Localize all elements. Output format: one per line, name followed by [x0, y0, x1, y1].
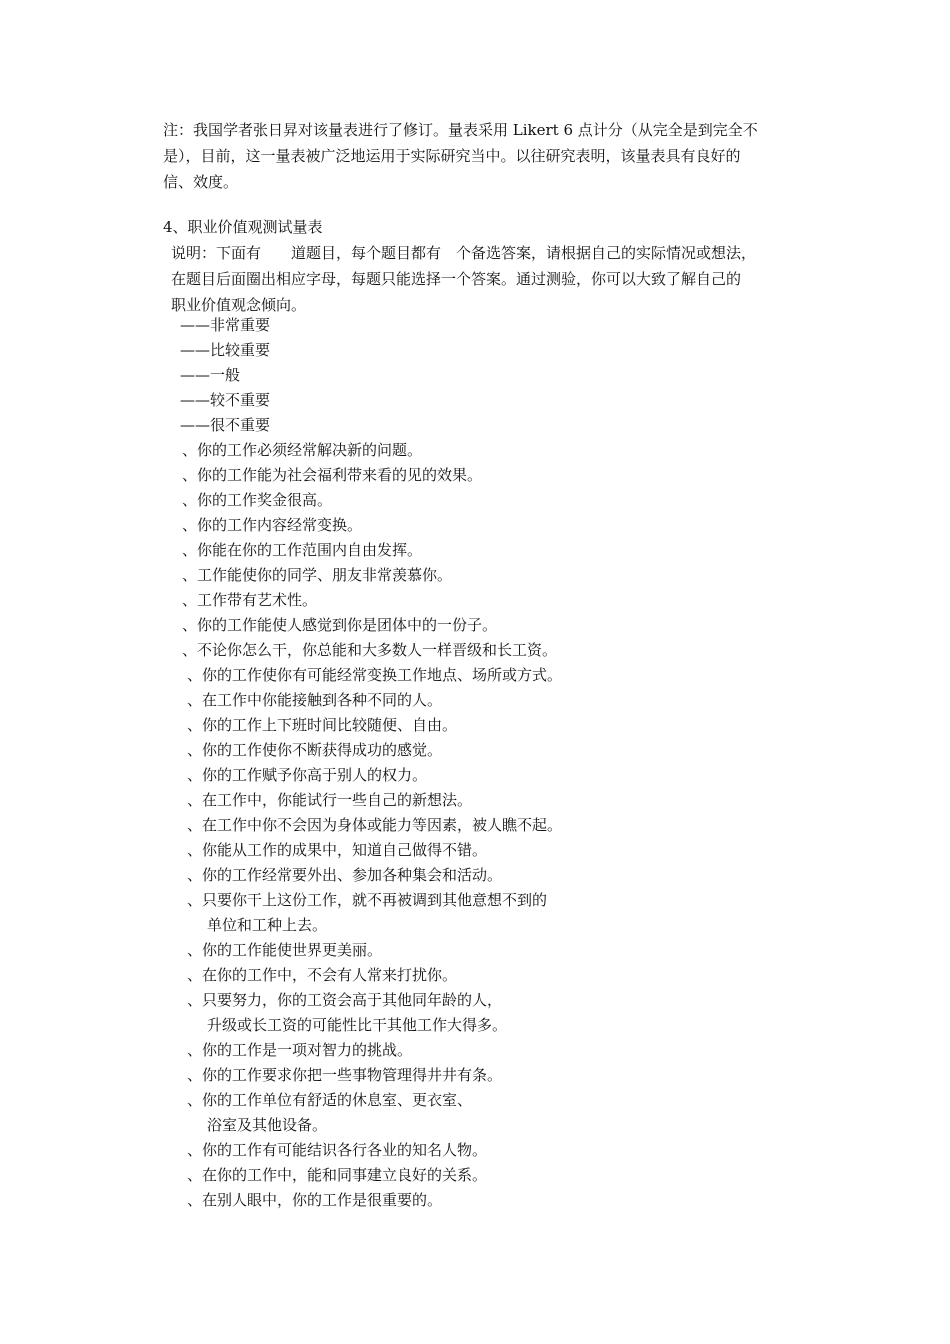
question-item: 、在工作中你能接触到各种不同的人。 [187, 691, 443, 709]
question-item: 、你的工作能使人感觉到你是团体中的一份子。 [182, 616, 498, 634]
question-item: 、在工作中你不会因为身体或能力等因素，被人瞧不起。 [187, 816, 563, 834]
section-title: 4、职业价值观测试量表 [163, 218, 323, 236]
instruction-line: 说明：下面有 道题目，每个题目都有 个备选答案，请根据自己的实际情况或想法， [171, 244, 757, 262]
question-item: 、在工作中，你能试行一些自己的新想法。 [187, 791, 473, 809]
question-item: 、你的工作能为社会福利带来看的见的效果。 [182, 466, 483, 484]
question-item: 、你的工作单位有舒适的休息室、更衣室、 [187, 1091, 473, 1109]
question-item: 、只要努力，你的工资会高于其他同年龄的人， [187, 991, 503, 1009]
rating-option: ——较不重要 [180, 391, 271, 409]
question-item: 、你的工作使你不断获得成功的感觉。 [187, 741, 443, 759]
question-item: 、在别人眼中，你的工作是很重要的。 [187, 1191, 443, 1209]
question-item: 、你的工作内容经常变换。 [182, 516, 363, 534]
question-item: 、在你的工作中，不会有人常来打扰你。 [187, 966, 458, 984]
question-item: 、你的工作能使世界更美丽。 [187, 941, 383, 959]
note-line: 注：我国学者张日昇对该量表进行了修订。量表采用 Likert 6 点计分（从完全是到完全不 [163, 121, 758, 139]
question-item: 、你的工作必须经常解决新的问题。 [182, 441, 423, 459]
question-item: 、你的工作是一项对智力的挑战。 [187, 1041, 413, 1059]
question-item: 、你的工作经常要外出、参加各种集会和活动。 [187, 866, 503, 884]
question-item: 、工作带有艺术性。 [182, 591, 318, 609]
question-item: 、你能从工作的成果中，知道自己做得不错。 [187, 841, 488, 859]
question-item: 、你的工作赋予你高于别人的权力。 [187, 766, 428, 784]
rating-option: ——一般 [180, 366, 241, 384]
question-item: 、你的工作使你有可能经常变换工作地点、场所或方式。 [187, 666, 563, 684]
question-item-continuation: 单位和工种上去。 [207, 916, 328, 934]
instruction-line: 在题目后面圈出相应字母，每题只能选择一个答案。通过测验，你可以大致了解自己的 [171, 270, 742, 288]
question-item: 、不论你怎么干，你总能和大多数人一样晋级和长工资。 [182, 641, 558, 659]
instructions [171, 240, 816, 318]
question-item: 、你的工作上下班时间比较随便、自由。 [187, 716, 458, 734]
revision-note [163, 117, 813, 195]
note-line: 是），目前，这一量表被广泛地运用于实际研究当中。以往研究表明，该量表具有良好的 [163, 147, 741, 165]
rating-option: ——比较重要 [180, 341, 271, 359]
rating-scale-list [180, 313, 270, 438]
question-item: 、只要你干上这份工作，就不再被调到其他意想不到的 [187, 891, 548, 909]
question-item: 、你能在你的工作范围内自由发挥。 [182, 541, 423, 559]
instruction-line: 职业价值观念倾向。 [171, 296, 307, 314]
question-item: 、你的工作有可能结识各行各业的知名人物。 [187, 1141, 488, 1159]
rating-option: ——很不重要 [180, 416, 271, 434]
question-item: 、你的工作要求你把一些事物管理得井井有条。 [187, 1066, 503, 1084]
question-item: 、在你的工作中，能和同事建立良好的关系。 [187, 1166, 488, 1184]
question-item: 、工作能使你的同学、朋友非常羡慕你。 [182, 566, 453, 584]
question-item-continuation: 升级或长工资的可能性比干其他工作大得多。 [207, 1016, 508, 1034]
question-item: 、你的工作奖金很高。 [182, 491, 333, 509]
note-line: 信、效度。 [163, 173, 239, 191]
rating-option: ——非常重要 [180, 316, 271, 334]
question-item-continuation: 浴室及其他设备。 [207, 1116, 328, 1134]
question-item-list [182, 438, 562, 1213]
